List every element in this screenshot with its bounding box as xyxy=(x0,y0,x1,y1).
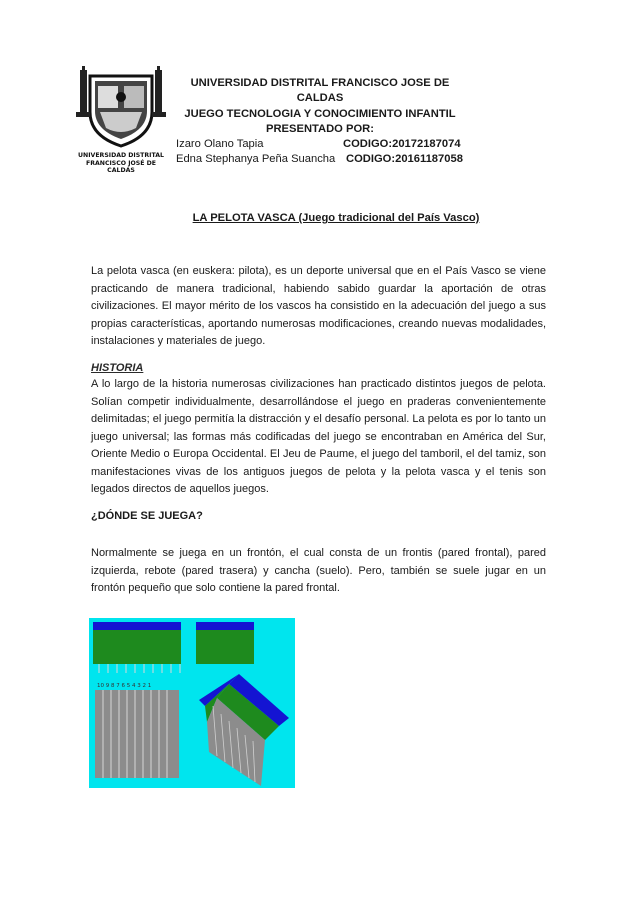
donde-paragraph: Normalmente se juega en un frontón, el cual consta de un frontis (pared frontal), pared izquierda, rebote (pared trasera) y cancha (suelo). Pero, también se suele jugar en un frontón pequeño que solo contiene la pared frontal. xyxy=(91,547,546,594)
header-university: UNIVERSIDAD DISTRITAL FRANCISCO JOSE DE CALDAS xyxy=(190,77,450,105)
document-header xyxy=(170,76,470,168)
author-row-2 xyxy=(170,152,470,167)
fronton-diagram xyxy=(89,618,295,788)
donde-heading: ¿DÓNDE SE JUEGA? xyxy=(91,510,203,522)
court-numbers-label: 10 9 8 7 6 5 4 3 2 1 xyxy=(97,683,152,689)
author1-name: Izaro Olano Tapia xyxy=(176,138,264,151)
logo-caption-line1: UNIVERSIDAD DISTRITAL xyxy=(78,152,164,159)
header-course: JUEGO TECNOLOGIA Y CONOCIMIENTO INFANTIL xyxy=(184,107,456,120)
author-row-1 xyxy=(170,137,470,152)
header-presented-by: PRESENTADO POR: xyxy=(266,122,374,135)
logo-caption-line2: FRANCISCO JOSÉ DE CALDAS xyxy=(86,160,156,174)
intro-paragraph: La pelota vasca (en euskera: pilota), es un deporte universal que en el País Vasco se viene practicando de manera tradicional, habiendo sabido guardar la aportación de otras civilizaciones. El mayor mérito de los vascos ha consistido en la adecuación del juego a sus propias características, aportando numerosas modificaciones, creando nuevas modalidades, instalaciones y materiales de juego. xyxy=(91,265,546,347)
author2-name: Edna Stephanya Peña Suancha xyxy=(176,153,336,166)
document-title: LA PELOTA VASCA (Juego tradicional del País Vasco) xyxy=(192,212,480,224)
fronton-court-illustration xyxy=(89,618,295,788)
author1-code: CODIGO:20172187074 xyxy=(343,138,461,151)
university-logo xyxy=(76,66,166,172)
historia-heading: HISTORIA xyxy=(91,362,144,374)
author2-code: CODIGO:20161187058 xyxy=(346,153,463,166)
university-seal-icon xyxy=(76,66,166,150)
historia-paragraph: A lo largo de la historia numerosas civilizaciones han practicado distintos juegos de pelota. Solían competir individualmente, desarrollándose el juego en praderas convenientemente delimitadas; el juego permitía la distracción y el desafío personal. La pelota es por lo tanto un juego universal; las formas más codificadas del juego se encontraban en América del Sur, Oriente Medio o Europa Occidental. El Jeu de Paume, el juego del tamboril, el del tamiz, son manifestaciones vivas de los antiguos juegos de pelota y la pelota vasca y el tenis son legados directos de aquellos juegos. xyxy=(91,378,546,495)
